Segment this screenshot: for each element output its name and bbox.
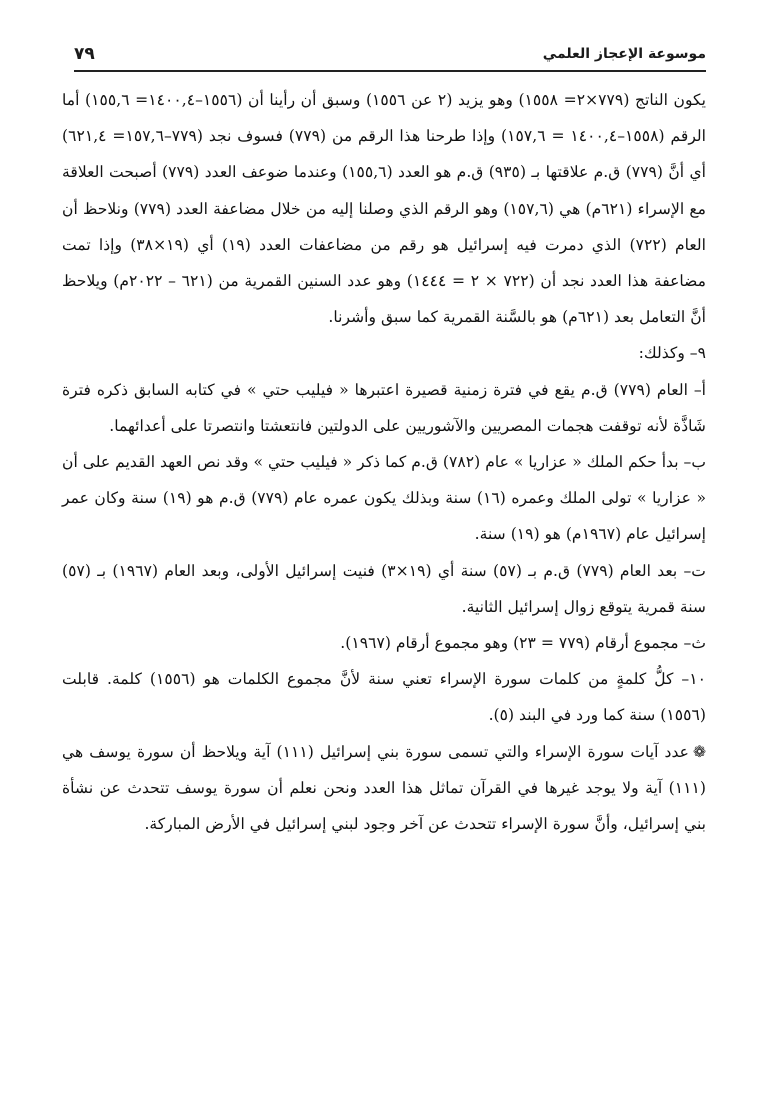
sub-item-th: ث– مجموع أرقام (٧٧٩ = ٢٣) وهو مجموع أرقام (١٩٦٧). (340, 634, 706, 653)
closing-paragraph-text: عدد آيات سورة الإسراء والتي تسمى سورة بني إسرائيل (١١١) آية ويلاحظ أن سورة يوسف هي (١١١) آية ولا يوجد غيرها في القرآن تماثل هذا العدد ونحن نعلم أن سورة يوسف تتحدث عن نشأة بني إسرائيل، وأنَّ سورة الإسراء تتحدث عن آخر وجود لبني إسرائيل في الأرض المباركة. (62, 742, 706, 834)
paragraph-continuation: يكون الناتج (٧٧٩×٢= ١٥٥٨) وهو يزيد (٢ عن ١٥٥٦) وسبق أن رأينا أن (١٥٥٦–١٤٠٠,٤= ١٥٥,٦) أما الرقم (١٥٥٨–١٤٠٠,٤ = ١٥٧,٦) وإذا طرحنا هذا الرقم من (٧٧٩) فسوف نجد (٧٧٩–١٥٧,٦= ٦٢١,٤) أي أنَّ (٧٧٩) ق.م علاقتها بـ (٩٣٥) ق.م هو العدد (١٥٥,٦) وعندما ضوعف العدد (٧٧٩) أصبحت العلاقة مع الإسراء (٦٢١م) هي (١٥٧,٦) وهو الرقم الذي وصلنا إليه من خلال مضاعفة العدد (٧٧٩) ونلاحظ أن العام (٧٢٢) الذي دمرت فيه إسرائيل هو رقم من مضاعفات العدد (١٩) أي (١٩×٣٨) وإذا تمت مضاعفة هذا العدد نجد أن (٧٢٢ × ٢ = ١٤٤٤) وهو عدد السنين القمرية من (٦٢١ – ٢٠٢٢م) ويلاحظ أنَّ التعامل بعد (٦٢١م) هو بالسَّنة القمرية كما سبق وأشرنا. (62, 91, 707, 327)
sub-item-t: ت– بعد العام (٧٧٩) ق.م بـ (٥٧) سنة أي (١٩×٣) فنيت إسرائيل الأولى، وبعد العام (١٩٦٧) بـ (٥٧) سنة قمرية يتوقع زوال إسرائيل الثانية. (62, 561, 706, 616)
page-header (74, 40, 706, 68)
page-number: ٧٩ (74, 44, 95, 64)
item-10: ١٠– كلُّ كلمةٍ من كلمات سورة الإسراء تعني سنة لأنَّ مجموع الكلمات هو (١٥٥٦) كلمة. قابلت (١٥٥٦) سنة كما ورد في البند (٥). (62, 670, 706, 725)
body-text (62, 82, 706, 842)
flower-ornament-icon: ❁ (692, 742, 707, 761)
sub-item-a: أ– العام (٧٧٩) ق.م يقع في فترة زمنية قصيرة اعتبرها « فيليب حتي » في كتابه السابق ذكره فترة شَاذَّة لأنه توقفت هجمات المصريين والآشوريين على الدولتين فانتعشتا وانتصرتا على أعدائهما. (62, 380, 706, 435)
closing-paragraph (62, 734, 706, 843)
running-title: موسوعة الإعجاز العلمي (542, 46, 706, 62)
header-divider (74, 70, 706, 72)
sub-item-b: ب– بدأ حكم الملك « عزاريا » عام (٧٨٢) ق.م كما ذكر « فيليب حتي » وقد نص العهد القديم على أن « عزاريا » تولى الملك وعمره (١٦) سنة وبذلك يكون عمره عام (٧٧٩) ق.م هو (١٩) سنة وكان عمر إسرائيل عام (١٩٦٧م) هو (١٩) سنة. (62, 453, 706, 544)
item-heading-9: ٩– وكذلك: (638, 344, 706, 363)
